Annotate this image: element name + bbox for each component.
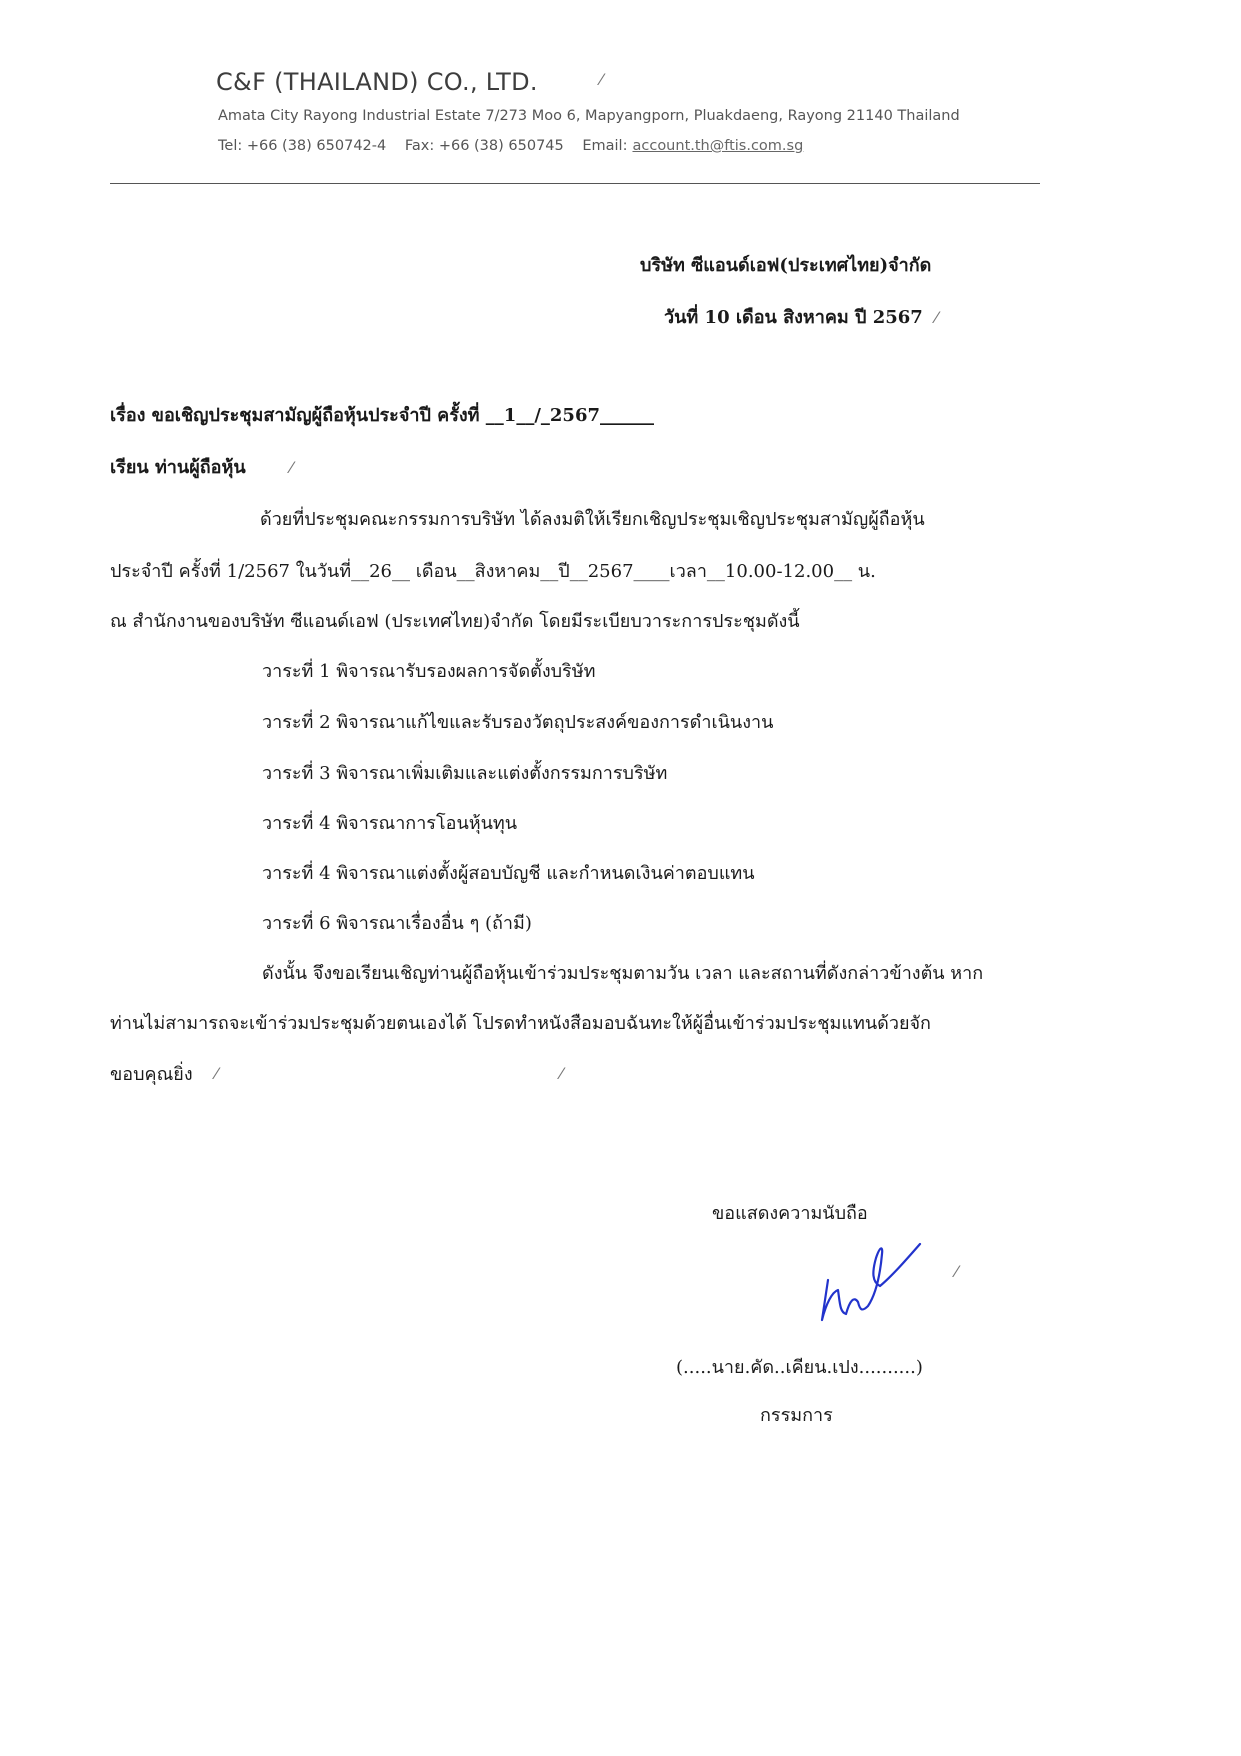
check-mark-icon: ⁄ [560, 1064, 563, 1083]
check-mark-icon: ⁄ [600, 70, 603, 89]
closing-line-1: ดังนั้น จึงขอเรียนเชิญท่านผู้ถือหุ้นเข้าร่วมประชุมตามวัน เวลา และสถานที่ดังกล่าวข้างต้น หาก [262, 963, 984, 984]
letter-date: วันที่ 10 เดือน สิงหาคม ปี 2567 [664, 307, 923, 328]
company-tel: Tel: +66 (38) 650742-4 [218, 138, 387, 154]
handwritten-signature [810, 1220, 930, 1330]
company-contact [218, 138, 817, 154]
company-name: C&F (THAILAND) CO., LTD. [216, 68, 538, 96]
closing-line-2: ท่านไม่สามารถจะเข้าร่วมประชุมด้วยตนเองได้ โปรดทำหนังสือมอบฉันทะให้ผู้อื่นเข้าร่วมประชุมแทนด้วยจัก [110, 1013, 931, 1034]
body-line-2: ประจำปี ครั้งที่ 1/2567 ในวันที่__26__ เดือน__สิงหาคม__ปี__2567____เวลา__10.00-12.00__ น. [110, 561, 876, 582]
company-fax: Fax: +66 (38) 650745 [404, 138, 564, 154]
agenda-item: วาระที่ 4 พิจารณาแต่งตั้งผู้สอบบัญชี และกำหนดเงินค่าตอบแทน [262, 863, 755, 884]
letter-subject: เรื่อง ขอเชิญประชุมสามัญผู้ถือหุ้นประจำปี ครั้งที่ __1__/_2567______ [110, 405, 655, 426]
company-name-thai: บริษัท ซีแอนด์เอฟ(ประเทศไทย)จำกัด [640, 255, 932, 276]
agenda-item: วาระที่ 4 พิจารณาการโอนหุ้นทุน [262, 813, 518, 834]
agenda-item: วาระที่ 2 พิจารณาแก้ไขและรับรองวัตถุประสงค์ของการดำเนินงาน [262, 712, 774, 733]
regards-text: ขอแสดงความนับถือ [712, 1203, 868, 1224]
company-email-link[interactable]: account.th@ftis.com.sg [632, 138, 804, 154]
check-mark-icon: ⁄ [215, 1064, 218, 1083]
signer-title: กรรมการ [760, 1405, 833, 1426]
body-line-1: ด้วยที่ประชุมคณะกรรมการบริษัท ได้ลงมติให้เรียกเชิญประชุมเชิญประชุมสามัญผู้ถือหุ้น [260, 509, 925, 530]
letter-salutation: เรียน ท่านผู้ถือหุ้น [110, 457, 246, 478]
agenda-item: วาระที่ 3 พิจารณาเพิ่มเติมและแต่งตั้งกรรมการบริษัท [262, 763, 668, 784]
check-mark-icon: ⁄ [290, 458, 293, 477]
closing-line-3: ขอบคุณยิ่ง [110, 1064, 193, 1085]
agenda-item: วาระที่ 1 พิจารณารับรองผลการจัดตั้งบริษัท [262, 661, 596, 682]
check-mark-icon: ⁄ [935, 308, 938, 327]
body-line-3: ณ สำนักงานของบริษัท ซีแอนด์เอฟ (ประเทศไทย)จำกัด โดยมีระเบียบวาระการประชุมดังนี้ [110, 611, 800, 632]
letterhead-divider [110, 183, 1040, 184]
check-mark-icon: ⁄ [955, 1262, 958, 1281]
email-label: Email: [582, 138, 628, 154]
company-address: Amata City Rayong Industrial Estate 7/273 Moo 6, Mapyangporn, Pluakdaeng, Rayong 21140 Thailand [218, 108, 960, 124]
signer-name: (.....นาย.คัด..เคียน.เปง..........) [676, 1357, 923, 1378]
agenda-item: วาระที่ 6 พิจารณาเรื่องอื่น ๆ (ถ้ามี) [262, 913, 532, 934]
